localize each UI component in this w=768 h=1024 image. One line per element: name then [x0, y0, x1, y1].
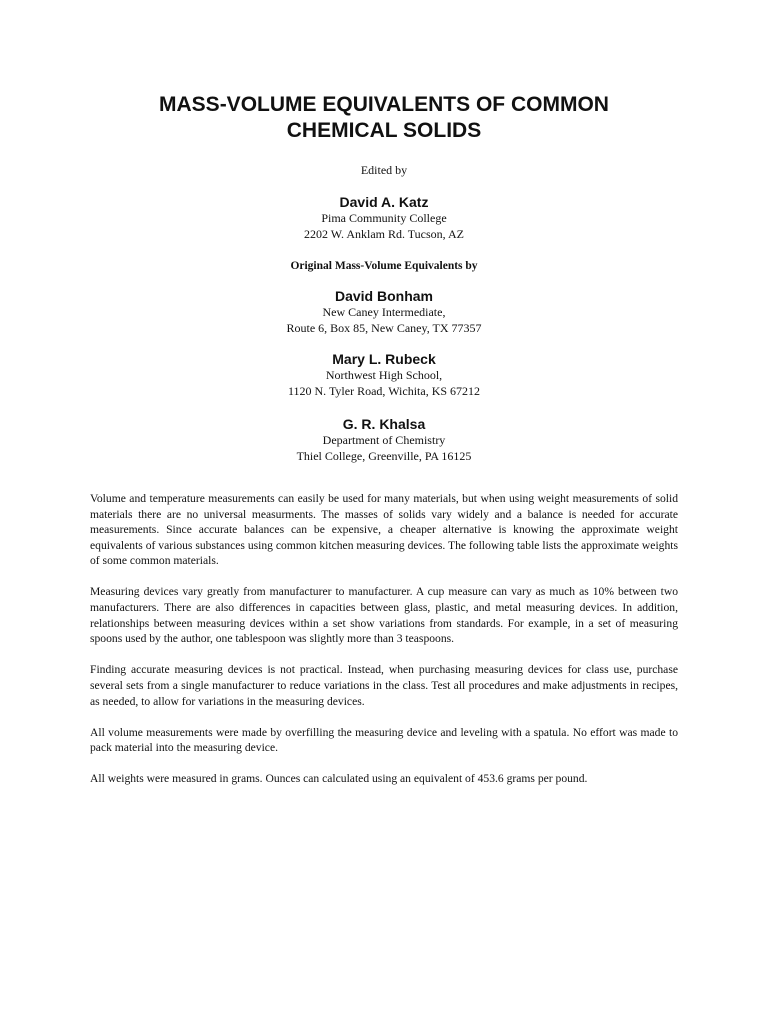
editor-name: David A. Katz	[339, 194, 429, 210]
editor-affiliation-line-1: Pima Community College	[321, 211, 447, 225]
contributor-affiliation-line-1: Northwest High School,	[325, 368, 443, 382]
body-paragraph: Volume and temperature measurements can easily be used for many materials, but when using weight measurements of solid materials there are no universal measurments. The masses of solids vary widely and a balance is needed for accurate measurements. Since accurate balances can be expensive, a cheaper alternative is knowing the approximate weight equivalents of various substances using common kitchen measuring devices. The following table lists the approximate weights of some common materials.	[90, 492, 678, 568]
contributor-affiliation-line-1: Department of Chemistry	[322, 433, 446, 447]
contributor-affiliation-line-2: Route 6, Box 85, New Caney, TX 77357	[286, 320, 482, 335]
contributor-affiliation-line-2: Thiel College, Greenville, PA 16125	[296, 448, 472, 463]
document-title	[0, 92, 768, 144]
contributor-block	[0, 415, 768, 464]
body-paragraph: All volume measurements were made by overfilling the measuring device and leveling with a spatula. No effort was made to pack material into the measuring device.	[90, 725, 678, 755]
body-text	[90, 491, 678, 802]
editor-affiliation-line-2: 2202 W. Anklam Rd. Tucson, AZ	[303, 226, 465, 241]
title-line-2: CHEMICAL SOLIDS	[286, 119, 482, 142]
contributor-block	[0, 287, 768, 336]
contributor-affiliation-line-1: New Caney Intermediate,	[322, 305, 446, 319]
contributor-affiliation-line-2: 1120 N. Tyler Road, Wichita, KS 67212	[287, 383, 481, 398]
body-paragraph: Finding accurate measuring devices is not practical. Instead, when purchasing measuring devices for class use, purchase several sets from a single manufacturer to reduce variations in the class. Test all procedures and make adjustments in recipes, as needed, to allow for variations in the measuring devices.	[90, 663, 678, 708]
editor-block	[0, 193, 768, 242]
contributor-name: David Bonham	[334, 288, 433, 304]
contributor-name: Mary L. Rubeck	[332, 351, 436, 367]
title-line-1: MASS-VOLUME EQUIVALENTS OF COMMON	[159, 93, 609, 116]
body-paragraph: All weights were measured in grams. Ounces can calculated using an equivalent of 453.6 grams per pound.	[90, 772, 588, 786]
original-by-label: Original Mass-Volume Equivalents by	[290, 260, 478, 272]
contributor-name: G. R. Khalsa	[342, 416, 426, 432]
contributor-block	[0, 350, 768, 399]
body-paragraph: Measuring devices vary greatly from manufacturer to manufacturer. A cup measure can vary as much as 10% between two manufacturers. There are also differences in capacities between glass, plastic, and metal measuring devices. In addition, relationships between measuring devices within a set show variations from standards. For example, in a set of measuring spoons used by the author, one tablespoon was slightly more than 3 teaspoons.	[90, 585, 678, 646]
edited-by-label: Edited by	[360, 163, 408, 177]
